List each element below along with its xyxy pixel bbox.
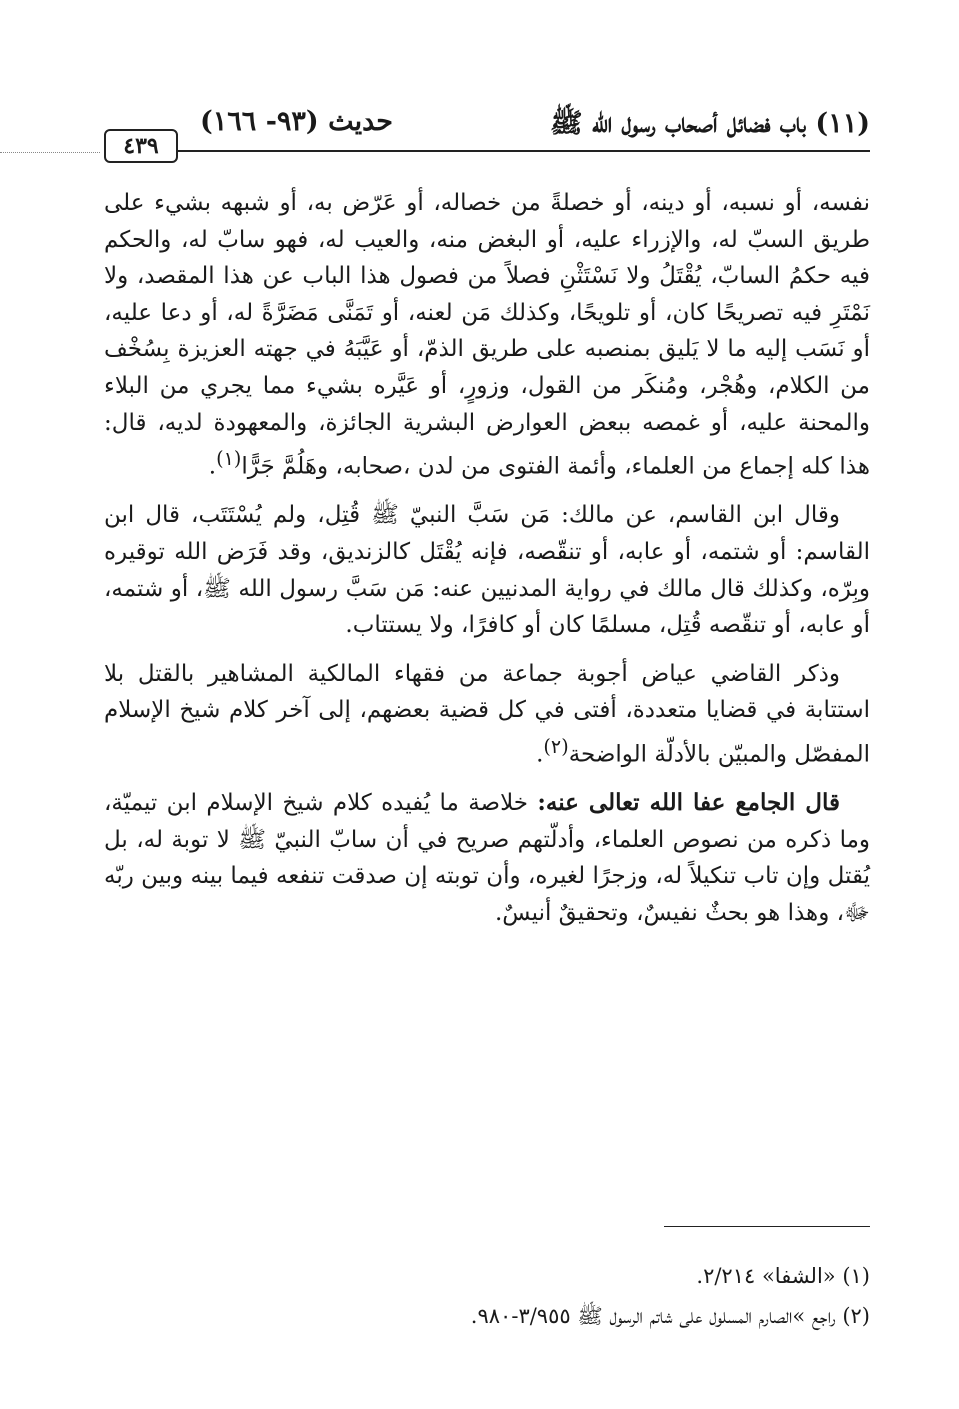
footnote-ref-1: (١)	[216, 447, 242, 471]
header-rule	[104, 150, 870, 152]
running-header	[104, 104, 870, 150]
paragraph-2: وقال ابن القاسم، عن مالك: مَن سَبَّ النبيّ ﷺ قُتِل، ولم يُسْتَتَب، قال ابن القاسم: أو شتمه، أو عابه، أو تنقّصه، فإنه يُقْتَل كالزنديق، وقد فَرَض الله توقيره وبِرّه، وكذلك قال مالك في رواية المدنيين عنه: مَن سَبَّ رسول الله ﷺ، أو شتمه، أو عابه، أو تنقّصه قُتِل، مسلمًا كان أو كافرًا، ولا يستتاب.	[104, 502, 870, 639]
footnotes	[104, 1256, 870, 1336]
footnote-ref-2: (٢)	[543, 734, 569, 758]
paragraph-1-text: نفسه، أو نسبه، أو دينه، أو خصلةً من خصاله، أو عَرّض به، أو شبهه بشيء على طريق السبّ له، والإزراء عليه، أو البغض منه، والعيب له، فهو سابّ له، والحكم فيه حكمُ السابّ، يُقْتَلُ ولا نَسْتَثْنِ فصلاً من فصول هذا الباب عن هذا المقصد، ولا نَمْتَرِ فيه تصريحًا كان، أو تلويحًا، وكذلك مَن لعنه، أو تَمَنَّى مَضَرَّةً له، أو دعا عليه، أو نَسَب إليه ما لا يَليق بمنصبه على طريق الذمّ، أو عَيَّبَهُ في جهته العزيزة بِسُخْف من الكلام، وهُجْر، ومُنكَر من القول، وزورٍ، أو عَيَّره بشيء مما يجري من البلاء والمحنة عليه، أو غمصه ببعض العوارض البشرية الجائزة، والمعهودة لديه، قال: هذا كله إجماع من العلماء، وأئمة الفتوى من لدن ،صحابه، وهَلُمَّ جَرًّا	[104, 190, 870, 480]
hadith-range: حديث (٩٣- ١٦٦)	[200, 106, 393, 137]
compiler-lead: قال الجامع عفا الله تعالى عنه:	[537, 789, 840, 817]
footnote-rule	[664, 1226, 870, 1227]
paragraph-4-text: خلاصة ما يُفيده كلام شيخ الإسلام ابن تيميّة، وما ذكره من نصوص العلماء، وأدلّتهم صريح في أن سابّ النبيّ ﷺ لا توبة له، بل يُقتل وإن تاب تنكيلاً له، وزجرًا لغيره، وأن توبته إن صدقت تنفعه فيما بينه وبين ربّه ﷻ، وهذا هو بحثٌ نفيسٌ، وتحقيقٌ أنيسٌ.	[104, 790, 870, 926]
main-text	[104, 185, 870, 944]
paragraph-4	[104, 785, 870, 931]
header-dotted-leader	[0, 152, 100, 153]
paragraph-3-end: .	[536, 741, 544, 768]
page-number: ٤٣٩	[104, 129, 178, 163]
paragraph-3-text: وذكر القاضي عياض أجوبة جماعة من فقهاء المالكية المشاهير بالقتل بلا استتابة في قضايا متعددة، أفتى في كل قضية بعضهم، إلى آخر كلام شيخ الإسلام المفصّل والمبيّن بالأدلّة الواضحة	[104, 660, 870, 768]
paragraph-1-end: .	[208, 453, 217, 480]
paragraph-3	[104, 656, 870, 773]
footnote-2: (٢) راجع »الصارم المسلول على شاتم الرسول ﷺ ٣/٩٥٥-٩٨٠.	[470, 1304, 870, 1328]
chapter-title: (١١) باب فضائل أصحاب رسول الله ﷺ	[549, 108, 870, 139]
footnote-1: (١) «الشفا» ٢/٢١٤.	[696, 1264, 870, 1288]
paragraph-1	[104, 185, 870, 485]
